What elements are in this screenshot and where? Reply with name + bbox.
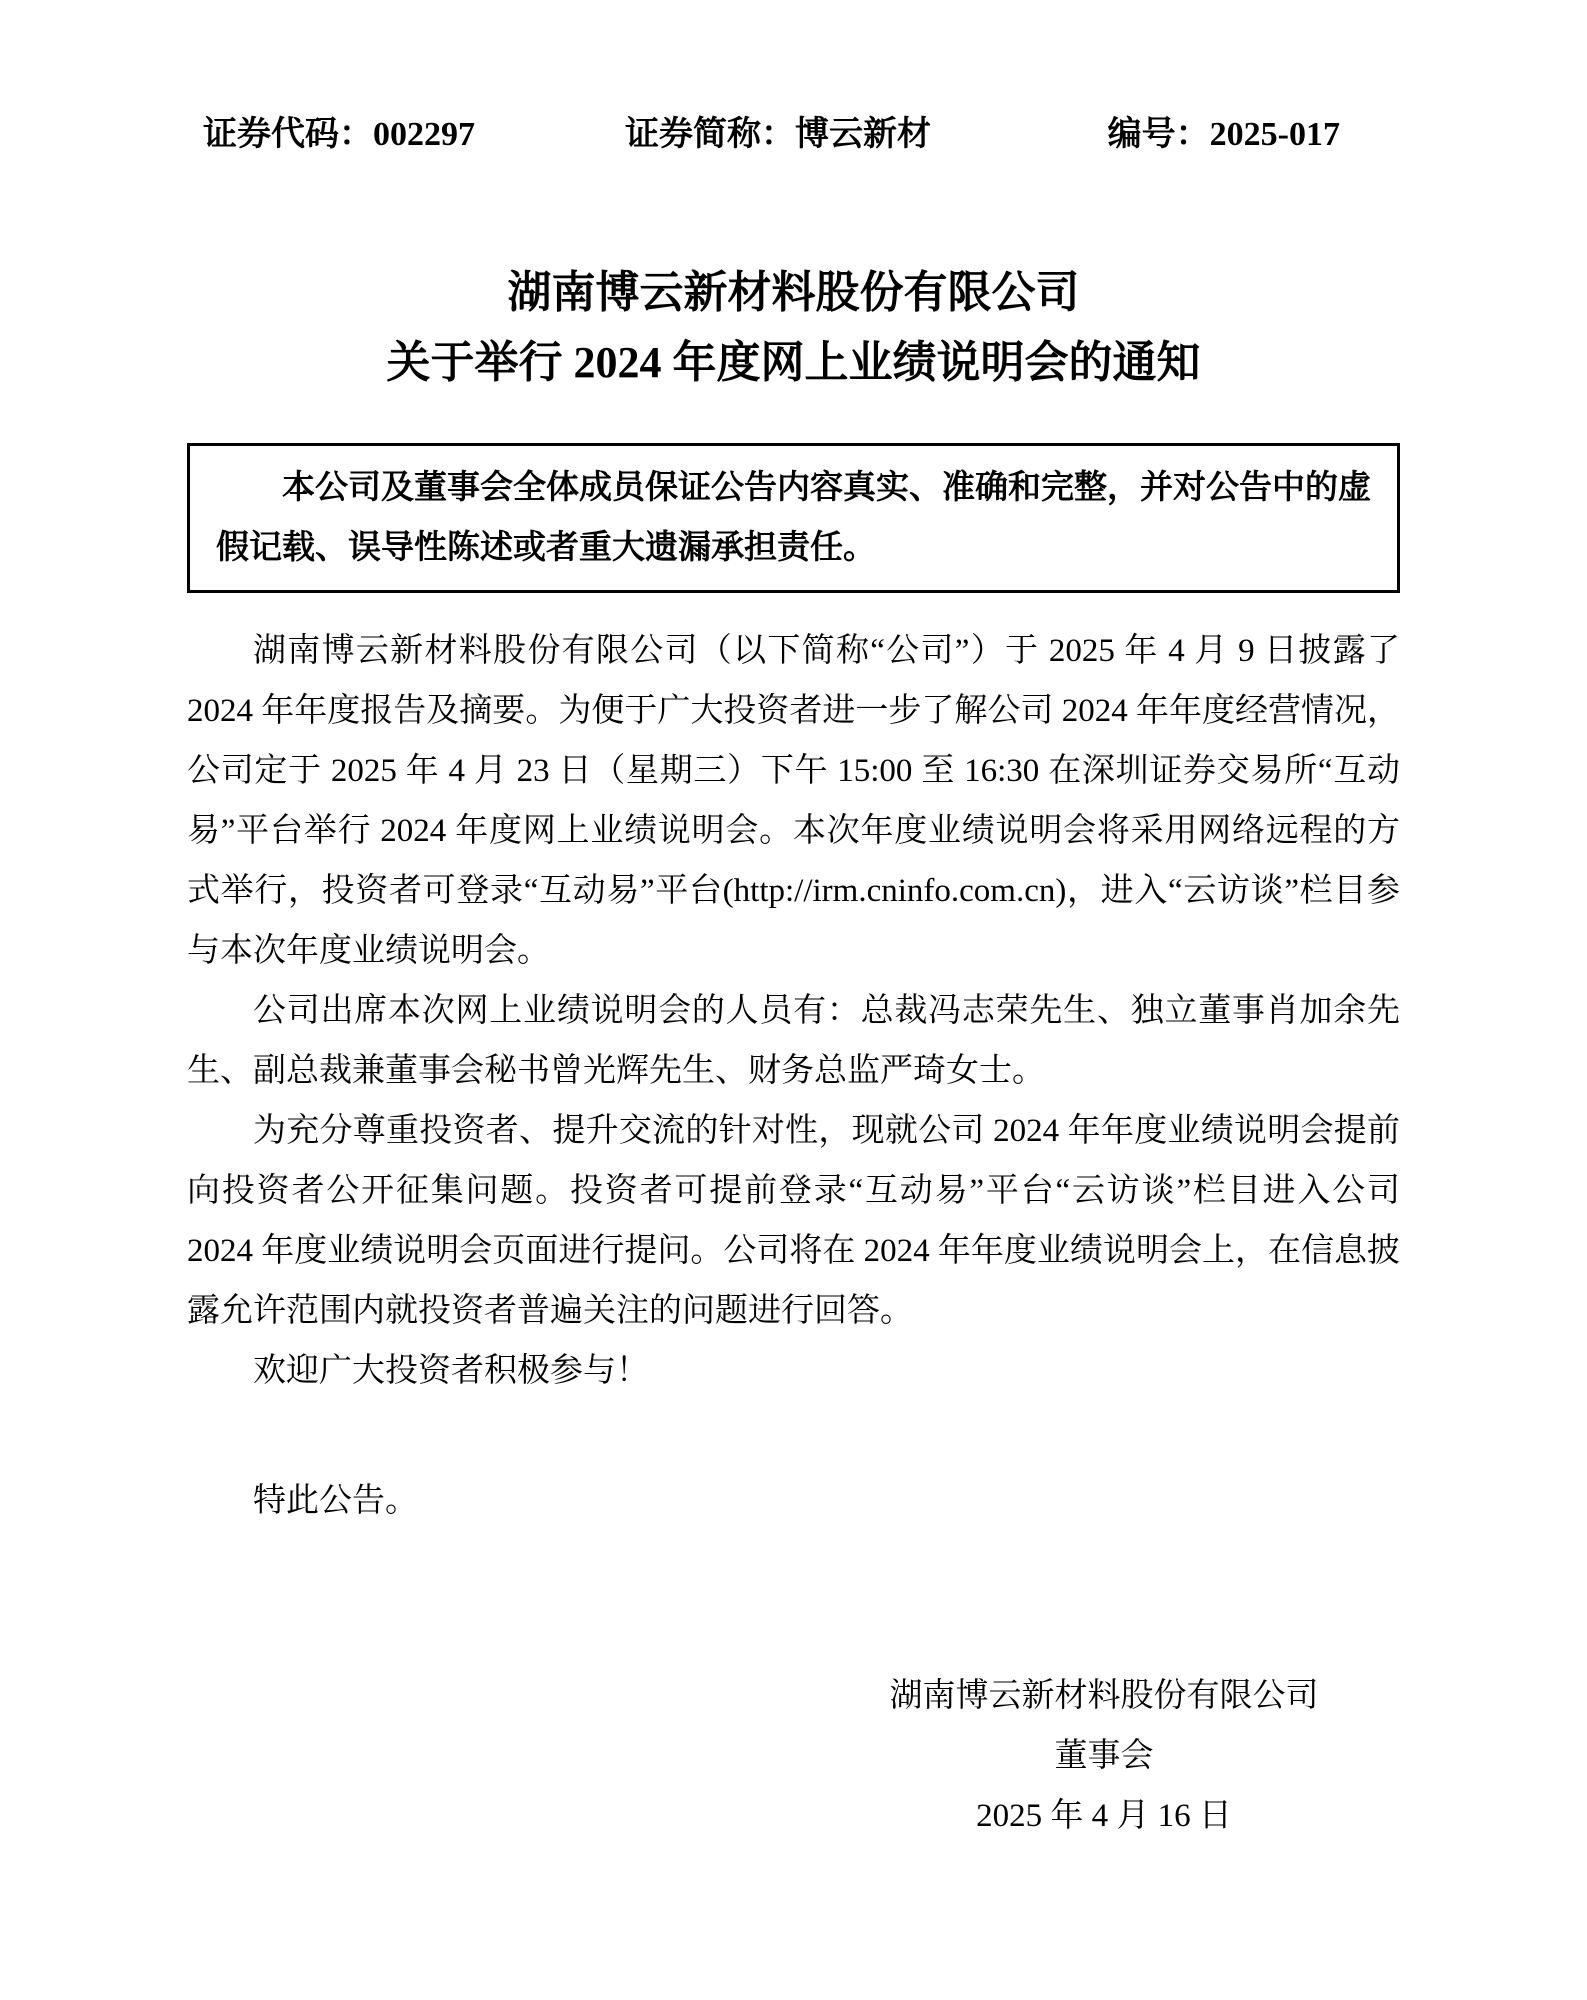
signature-date: 2025 年 4 月 16 日: [976, 1798, 1232, 1834]
stock-short-name: 证券简称：博云新材: [625, 116, 931, 153]
announcement-body: [187, 621, 1400, 1401]
paragraph-question-collection: 为充分尊重投资者、提升交流的针对性，现就公司 2024 年年度业绩说明会提前向投资者公开征集问题。投资者可提前登录“互动易”平台“云访谈”栏目进入公司 2024 年度业绩说明会页面进行提问。公司将在 2024 年年度业绩说明会上，在信息披露允许范围内就投资者普遍关注的问题进行回答。: [187, 1113, 1400, 1329]
closing-statement: 特此公告。: [253, 1483, 418, 1519]
paragraph-attendees: 公司出席本次网上业绩说明会的人员有：总裁冯志荣先生、独立董事肖加余先生、副总裁兼董事会秘书曾光辉先生、财务总监严琦女士。: [187, 993, 1400, 1089]
signature-block: [886, 1666, 1322, 1846]
securities-header: [187, 112, 1400, 158]
company-title: 湖南博云新材料股份有限公司: [507, 268, 1080, 317]
announcement-title: 关于举行 2024 年度网上业绩说明会的通知: [386, 338, 1201, 387]
disclaimer-text: 本公司及董事会全体成员保证公告内容真实、准确和完整，并对公告中的虚假记载、误导性陈述或者重大遗漏承担责任。: [216, 470, 1371, 566]
signature-board: 董事会: [1054, 1738, 1154, 1774]
signature-company: 湖南博云新材料股份有限公司: [889, 1678, 1319, 1714]
paragraph-welcome: 欢迎广大投资者积极参与！: [253, 1353, 649, 1389]
stock-code: 证券代码：002297: [203, 116, 475, 153]
announcement-number: 编号：2025-017: [1107, 116, 1340, 153]
paragraph-meeting-notice: 湖南博云新材料股份有限公司（以下简称“公司”）于 2025 年 4 月 9 日披露了 2024 年年度报告及摘要。为便于广大投资者进一步了解公司 2024 年年度经营情况，公司定于 2025 年 4 月 23 日（星期三）下午 15:00 至 16:30 在深圳证券交易所“互动易”平台举行 2024 年度网上业绩说明会。本次年度业绩说明会将采用网络远程的方式举行，投资者可登录“互动易”平台(http://irm.cninfo.com.cn)，进入“云访谈”栏目参与本次年度业绩说明会。: [187, 633, 1400, 969]
disclaimer-box: [187, 443, 1400, 593]
